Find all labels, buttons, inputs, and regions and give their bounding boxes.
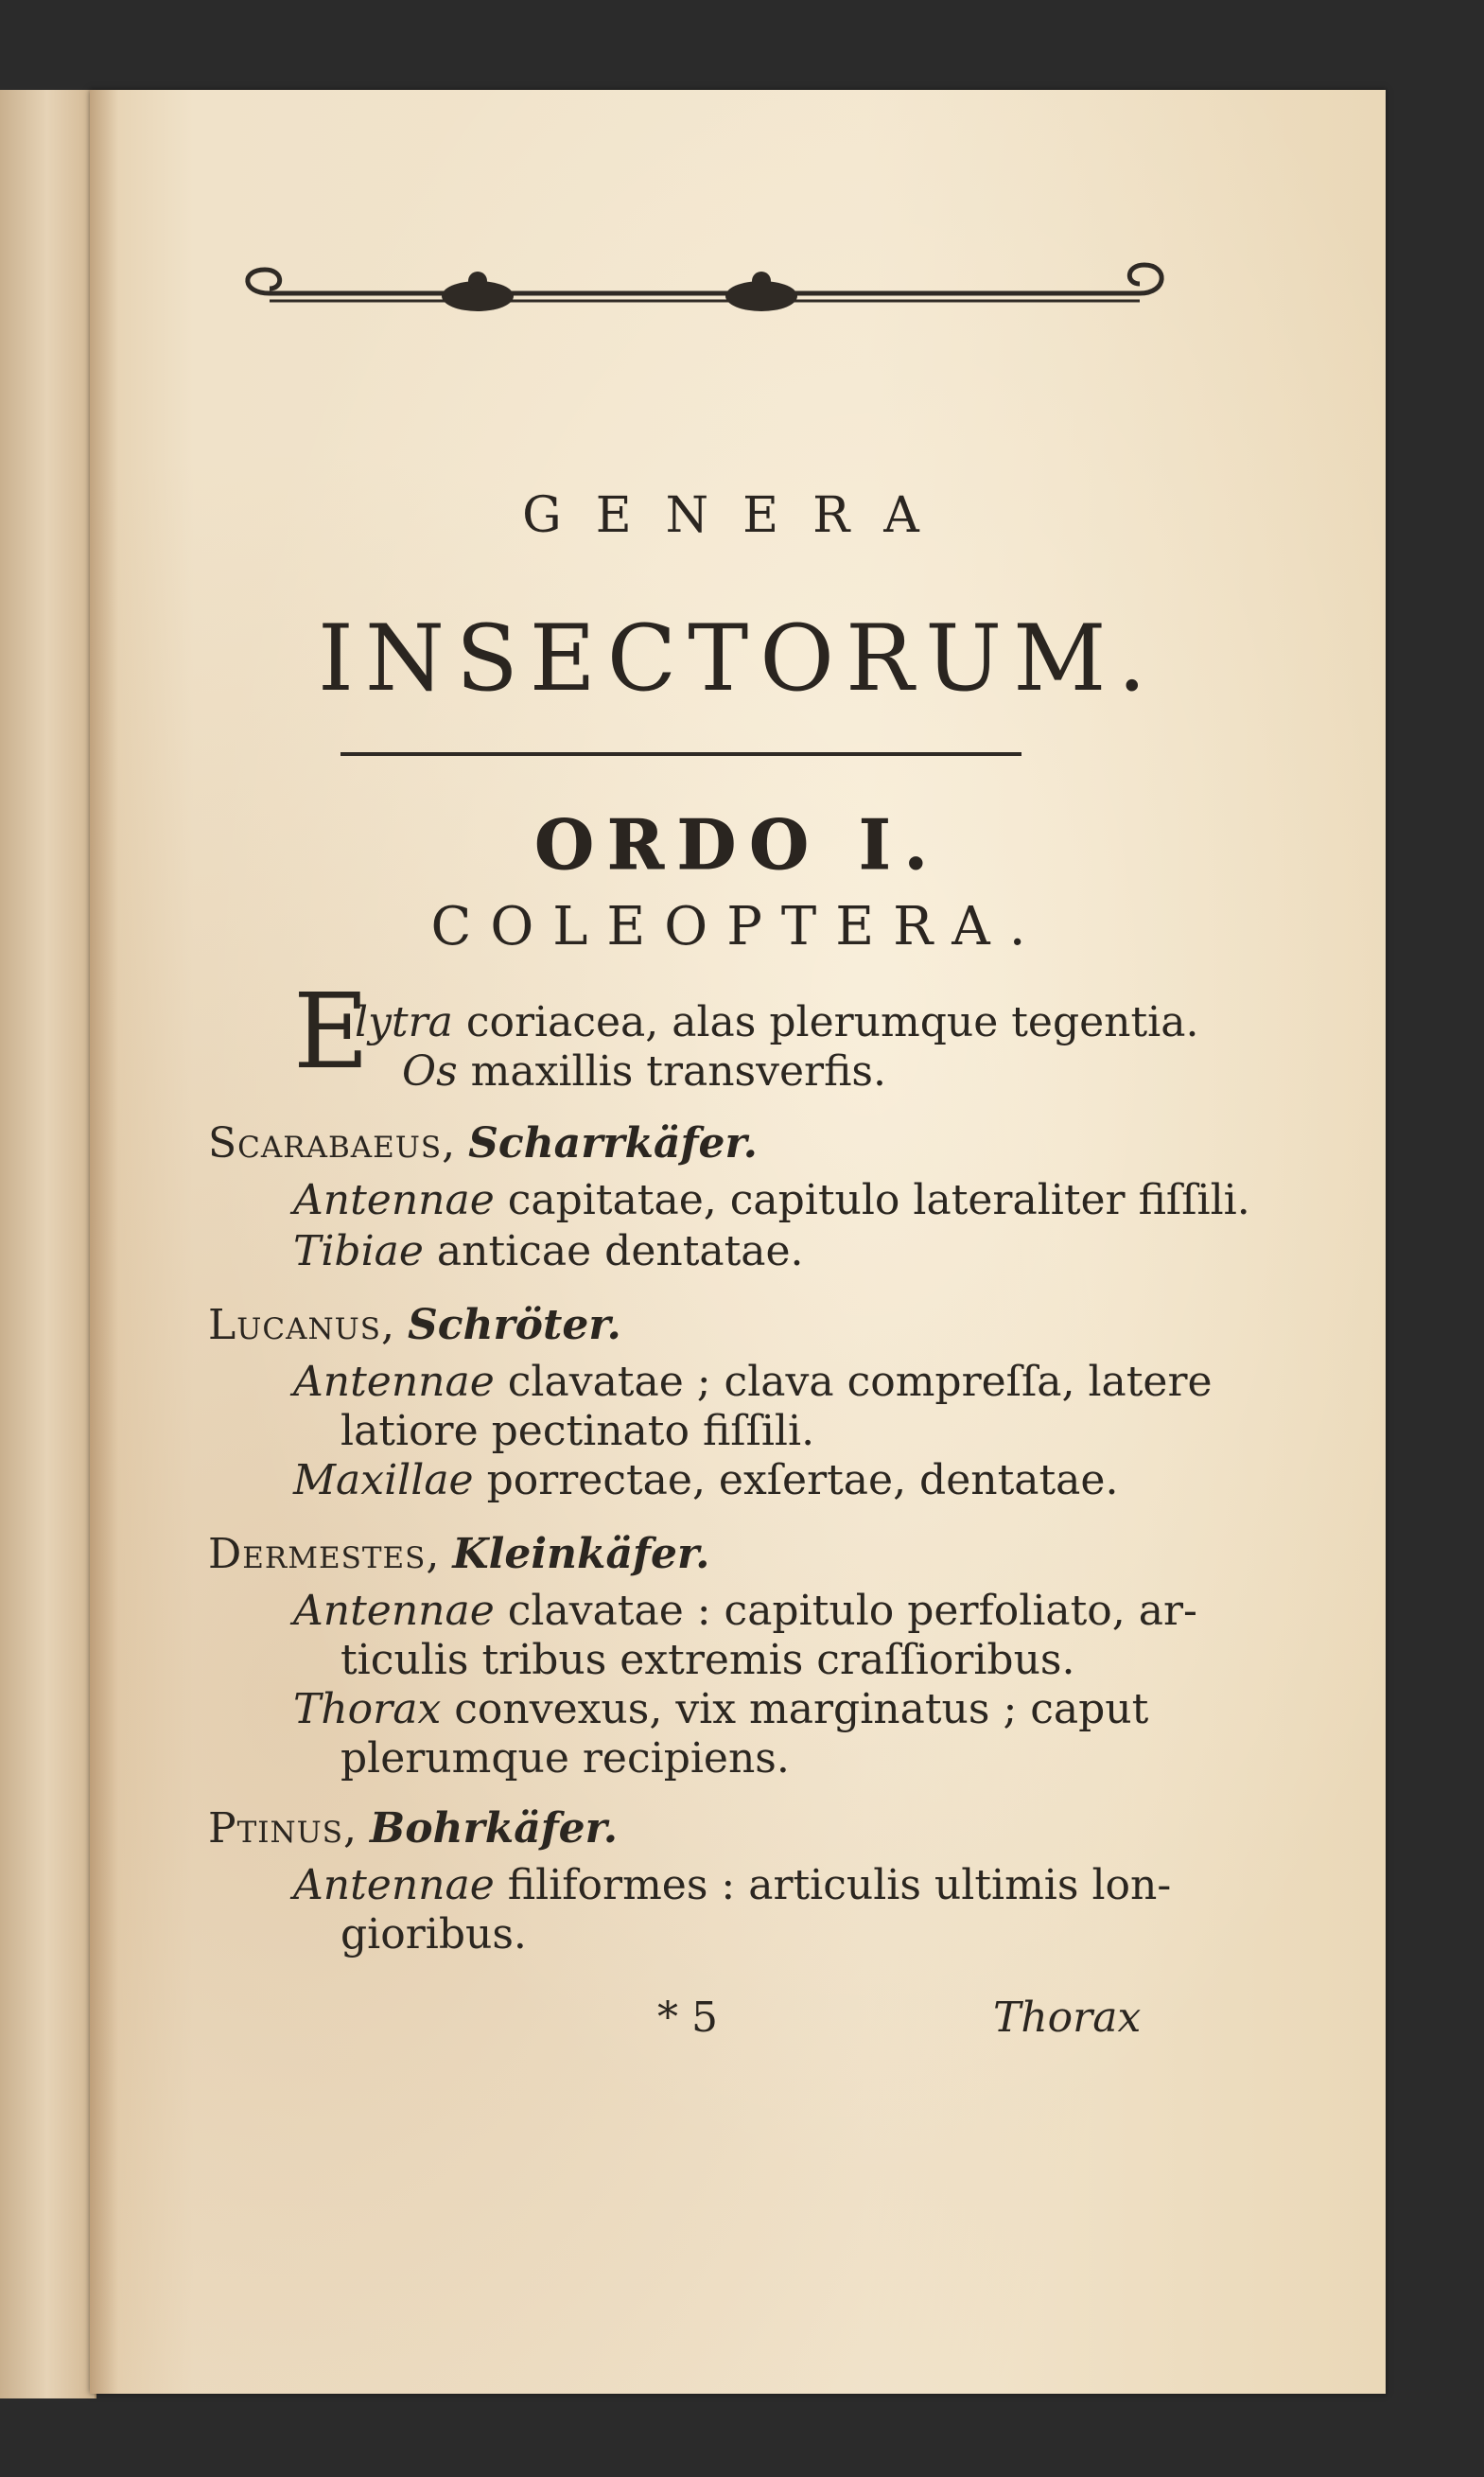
- description-text: clavatae ; clava compreſſa, latere: [494, 1358, 1213, 1406]
- genus-description-line: [293, 1456, 1118, 1505]
- description-text: filiformes : articulis ultimis lon-: [494, 1861, 1172, 1909]
- genus-heading: Scarabaeus, Scharrkäfer.: [208, 1119, 758, 1168]
- description-italic: Antennae: [293, 1176, 495, 1224]
- intro-line-2-text: maxillis transverfis.: [457, 1047, 886, 1096]
- genus-description-line: [340, 1407, 814, 1456]
- genus-description-line: [293, 1861, 1171, 1910]
- description-text: ticulis tribus extremis craſſioribus.: [340, 1636, 1075, 1684]
- genus-heading: Lucanus, Schröter.: [208, 1301, 621, 1349]
- genus-description-line: [293, 1587, 1197, 1636]
- intro-line-1-italic: lytra: [355, 998, 453, 1046]
- genus-description-line: [293, 1685, 1148, 1734]
- genus-german-name: Schröter.: [407, 1301, 621, 1349]
- signature-mark: * 5: [657, 1994, 718, 2042]
- genus-german-name: Bohrkäfer.: [370, 1804, 619, 1853]
- description-italic: Antennae: [293, 1587, 495, 1635]
- description-text: latiore pectinato fiſſili.: [340, 1407, 815, 1455]
- description-text: gioribus.: [340, 1910, 527, 1959]
- genus-description-line: [293, 1227, 804, 1276]
- title-rule: [340, 752, 1021, 756]
- genus-name: Ptinus: [208, 1804, 344, 1853]
- genus-description-line: [340, 1734, 790, 1783]
- drop-cap: E: [293, 971, 370, 1092]
- genus-name: Scarabaeus: [208, 1119, 443, 1168]
- description-text: clavatae : capitulo perfoliato, ar-: [494, 1587, 1197, 1635]
- left-page-edge: [0, 90, 96, 2398]
- genus-name: Lucanus: [208, 1301, 381, 1349]
- intro-line-1-text: coriacea, alas plerumque tegentia.: [452, 998, 1199, 1046]
- description-text: anticae dentatae.: [423, 1227, 804, 1275]
- headpiece-ornament: [232, 251, 1178, 326]
- order-name: COLEOPTERA.: [430, 896, 1045, 957]
- genus-german-name: Kleinkäfer.: [452, 1530, 710, 1578]
- book-page: [90, 90, 1386, 2394]
- description-text: porrectae, exſertae, dentatae.: [473, 1456, 1119, 1504]
- intro-line-1: [355, 998, 1198, 1047]
- page-gutter-shadow: [90, 90, 118, 2394]
- description-text: convexus, vix marginatus ; caput: [441, 1685, 1149, 1733]
- title-genera: GENERA: [522, 487, 953, 544]
- description-italic: Maxillae: [293, 1456, 474, 1504]
- genus-name: Dermestes: [208, 1530, 427, 1578]
- genus-description-line: [340, 1910, 527, 1959]
- description-italic: Antennae: [293, 1358, 495, 1406]
- genus-heading: Dermestes, Kleinkäfer.: [208, 1530, 710, 1578]
- description-text: plerumque recipiens.: [340, 1734, 790, 1783]
- genus-german-name: Scharrkäfer.: [468, 1119, 758, 1168]
- title-insectorum: INSECTORUM.: [318, 606, 1158, 711]
- description-text: capitatae, capitulo lateraliter fiſſili.: [494, 1176, 1250, 1224]
- intro-line-2: [402, 1047, 886, 1097]
- genus-description-line: [340, 1636, 1075, 1685]
- description-italic: Antennae: [293, 1861, 495, 1909]
- description-italic: Tibiae: [293, 1227, 424, 1275]
- genus-heading: Ptinus, Bohrkäfer.: [208, 1804, 619, 1853]
- catchword: Thorax: [993, 1994, 1142, 2042]
- description-italic: Thorax: [293, 1685, 442, 1733]
- genus-description-line: [293, 1358, 1213, 1407]
- ordo-heading: ORDO I.: [534, 804, 941, 885]
- intro-line-2-italic: Os: [402, 1047, 458, 1096]
- genus-description-line: [293, 1176, 1250, 1225]
